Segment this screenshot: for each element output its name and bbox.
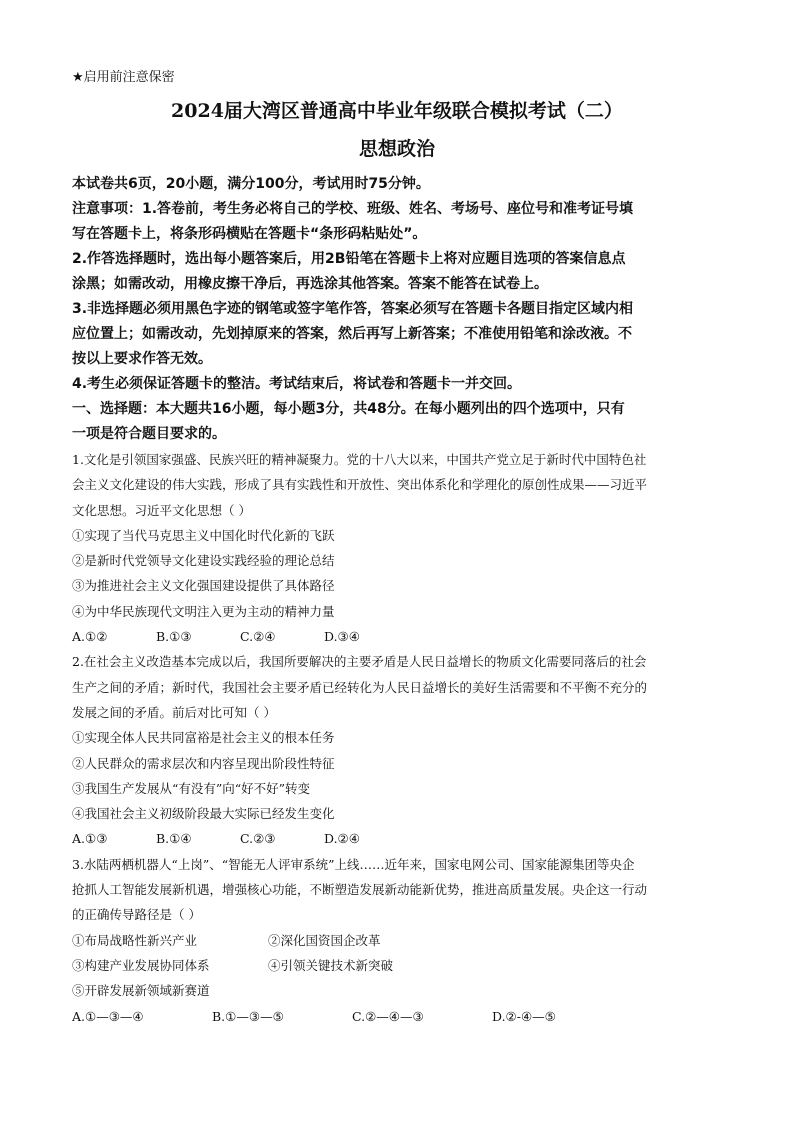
q2-answer-c: C.②③ — [240, 831, 276, 847]
q2-answer-d: D.②④ — [324, 831, 360, 847]
q3-option: ②深化国资国企改革 — [268, 932, 381, 948]
q3-stem: 抢抓人工智能发展新机遇，增强核心功能，不断塑造发展新动能新优势，推进高质量发展。央企这一行动 — [72, 882, 648, 898]
q3-option: ④引领关键技术新突破 — [268, 957, 394, 973]
note-line: 2.作答选择题时，选出每小题答案后，用2B铅笔在答题卡上将对应题目选项的答案信息点 — [72, 251, 626, 267]
q3-answer-d: D.②-④—⑤ — [492, 1008, 556, 1024]
questions — [72, 447, 722, 1029]
q1-stem: 1.文化是引领国家强盛、民族兴旺的精神凝聚力。党的十八大以来，中国共产党立足于新时代中国特色社 — [72, 452, 647, 467]
q1-option: ④为中华民族现代文明注入更为主动的精神力量 — [72, 603, 335, 619]
intro-line: 本试卷共6页，20小题，满分100分，考试用时75分钟。 — [72, 176, 430, 192]
q3-stem: 的正确传导路径是（ ） — [72, 907, 201, 923]
confidential-mark: ★启用前注意保密 — [72, 70, 175, 85]
note-line: 注意事项：1.答卷前，考生务必将自己的学校、班级、姓名、考场号、座位号和准考证号填 — [72, 201, 634, 217]
q1-answer-a: A.①② — [72, 629, 108, 645]
q1-option: ②是新时代党领导文化建设实践经验的理论总结 — [72, 553, 335, 569]
q2-option: ①实现全体人民共同富裕是社会主义的根本任务 — [72, 730, 335, 746]
q3-option: ⑤开辟发展新领域新赛道 — [72, 983, 210, 999]
note-line: 4.考生必须保证答题卡的整洁。考试结束后，将试卷和答题卡一并交回。 — [72, 376, 522, 392]
q3-option: ①布局战略性新兴产业 — [72, 932, 198, 948]
note-line: 按以上要求作答无效。 — [72, 351, 212, 367]
q1-answer-c: C.②④ — [240, 629, 276, 645]
q2-stem: 2.在社会主义改造基本完成以后，我国所要解决的主要矛盾是人民日益增长的物质文化需要同落后的社会 — [72, 654, 647, 670]
note-line: 3.非选择题必须用黑色字迹的钢笔或签字笔作答，答案必须写在答题卡各题目指定区域内相 — [72, 301, 634, 317]
section-heading: 一项是符合题目要求的。 — [72, 426, 226, 442]
exam-title: 2024届大湾区普通高中毕业年级联合模拟考试（二） — [171, 100, 623, 122]
q2-stem: 发展之间的矛盾。前后对比可知（ ） — [72, 704, 276, 720]
q1-option: ①实现了当代马克思主义中国化时代化新的飞跃 — [72, 527, 335, 543]
q2-option: ④我国社会主义初级阶段最大实际已经发生变化 — [72, 806, 335, 822]
q3-answer-c: C.②—④—③ — [352, 1008, 424, 1024]
note-line: 涂黑；如需改动，用橡皮擦干净后，再选涂其他答案。答案不能答在试卷上。 — [72, 276, 548, 292]
q1-answer-b: B.①③ — [156, 629, 192, 645]
q2-option: ③我国生产发展从“有没有”向“好不好”转变 — [72, 780, 311, 796]
q2-option: ②人民群众的需求层次和内容呈现出阶段性特征 — [72, 755, 335, 771]
note-line: 应位置上；如需改动，先划掉原来的答案，然后再写上新答案；不准使用铅笔和涂改液。不 — [72, 326, 632, 342]
q1-answers — [72, 624, 722, 649]
q3-answer-a: A.①—③—④ — [72, 1008, 144, 1024]
instructions — [72, 172, 726, 447]
q3-option-row — [72, 928, 722, 953]
q2-stem: 生产之间的矛盾；新时代，我国社会主要矛盾已经转化为人民日益增长的美好生活需要和不平衡不充分的 — [72, 679, 648, 695]
q2-answer-a: A.①③ — [72, 831, 108, 847]
q3-option-row — [72, 953, 722, 978]
subject-title: 思想政治 — [358, 138, 435, 160]
q3-stem: 3.水陆两栖机器人“上岗”、“智能无人评审系统”上线……近年来，国家电网公司、国家能源集团等央企 — [72, 856, 635, 872]
note-line: 写在答题卡上，将条形码横贴在答题卡“条形码粘贴处”。 — [72, 226, 427, 242]
q2-answers — [72, 826, 722, 851]
q3-option: ③构建产业发展协同体系 — [72, 957, 210, 973]
q3-answers — [72, 1004, 722, 1029]
section-heading: 一、选择题：本大题共16小题，每小题3分，共48分。在每小题列出的四个选项中，只有 — [72, 401, 625, 417]
q2-answer-b: B.①④ — [156, 831, 192, 847]
q1-stem: 文化思想。习近平文化思想（ ） — [72, 502, 251, 518]
q1-stem: 会主义文化建设的伟大实践，形成了具有实践性和开放性、突出体系化和学理化的原创性成果——习近平 — [72, 477, 648, 493]
q1-option: ③为推进社会主义文化强国建设提供了具体路径 — [72, 578, 335, 594]
q1-answer-d: D.③④ — [324, 629, 360, 645]
q3-answer-b: B.①—③—⑤ — [212, 1008, 284, 1024]
